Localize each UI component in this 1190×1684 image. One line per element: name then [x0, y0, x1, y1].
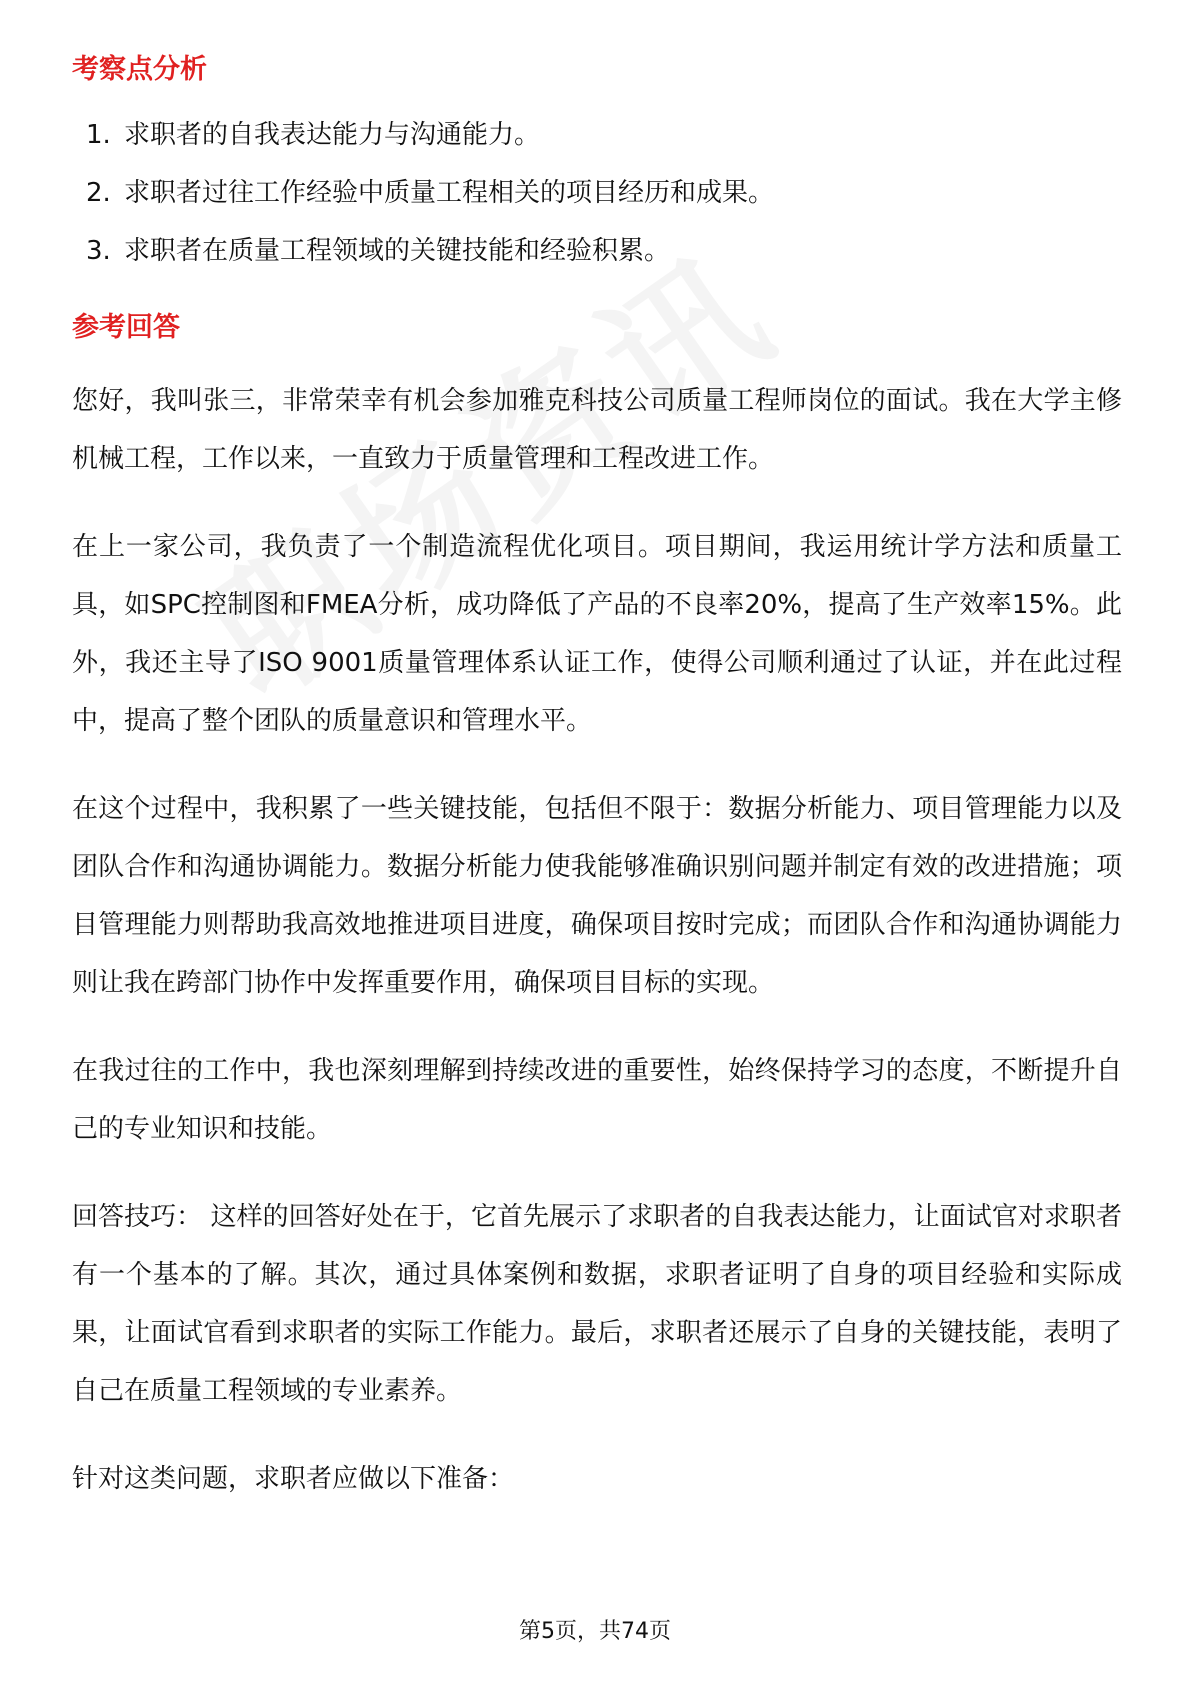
list-item-text: 求职者的自我表达能力与沟通能力。	[124, 120, 541, 150]
list-item-number: 1.	[86, 120, 111, 150]
list-item	[72, 106, 1122, 164]
list-item	[72, 164, 1122, 222]
analysis-list	[72, 106, 1122, 280]
list-item-text: 求职者过往工作经验中质量工程相关的项目经历和成果。	[124, 178, 775, 208]
answer-paragraph-tips: 回答技巧： 这样的回答好处在于，它首先展示了求职者的自我表达能力，让面试官对求职者有一个基本的了解。其次，通过具体案例和数据，求职者证明了自身的项目经验和实际成果，让面试官看到求职者的实际工作能力。最后，求职者还展示了自身的关键技能，表明了自己在质量工程领域的专业素养。	[72, 1202, 1122, 1406]
answer-paragraph-improvement: 在我过往的工作中，我也深刻理解到持续改进的重要性，始终保持学习的态度，不断提升自己的专业知识和技能。	[72, 1056, 1122, 1144]
section-title-analysis: 考察点分析	[72, 54, 207, 85]
answer-paragraph-intro: 您好，我叫张三，非常荣幸有机会参加雅克科技公司质量工程师岗位的面试。我在大学主修机械工程，工作以来，一直致力于质量管理和工程改进工作。	[72, 386, 1122, 474]
list-item-number: 2.	[86, 178, 111, 208]
page-content	[72, 48, 1122, 1508]
list-item-number: 3.	[86, 236, 111, 266]
answer-paragraph-project: 在上一家公司，我负责了一个制造流程优化项目。项目期间，我运用统计学方法和质量工具，如SPC控制图和FMEA分析，成功降低了产品的不良率20%，提高了生产效率15%。此外，我还主导了ISO 9001质量管理体系认证工作，使得公司顺利通过了认证，并在此过程中，提高了整个团队的质量意识和管理水平。	[72, 532, 1122, 736]
page-number: 第5页，共74页	[519, 1619, 671, 1644]
answer-paragraph-preparation: 针对这类问题，求职者应做以下准备：	[72, 1464, 515, 1494]
answer-paragraph-skills: 在这个过程中，我积累了一些关键技能，包括但不限于：数据分析能力、项目管理能力以及团队合作和沟通协调能力。数据分析能力使我能够准确识别问题并制定有效的改进措施；项目管理能力则帮助我高效地推进项目进度，确保项目按时完成；而团队合作和沟通协调能力则让我在跨部门协作中发挥重要作用，确保项目目标的实现。	[72, 794, 1122, 998]
list-item	[72, 222, 1122, 280]
section-title-answer: 参考回答	[72, 312, 180, 343]
list-item-text: 求职者在质量工程领域的关键技能和经验积累。	[124, 236, 671, 266]
